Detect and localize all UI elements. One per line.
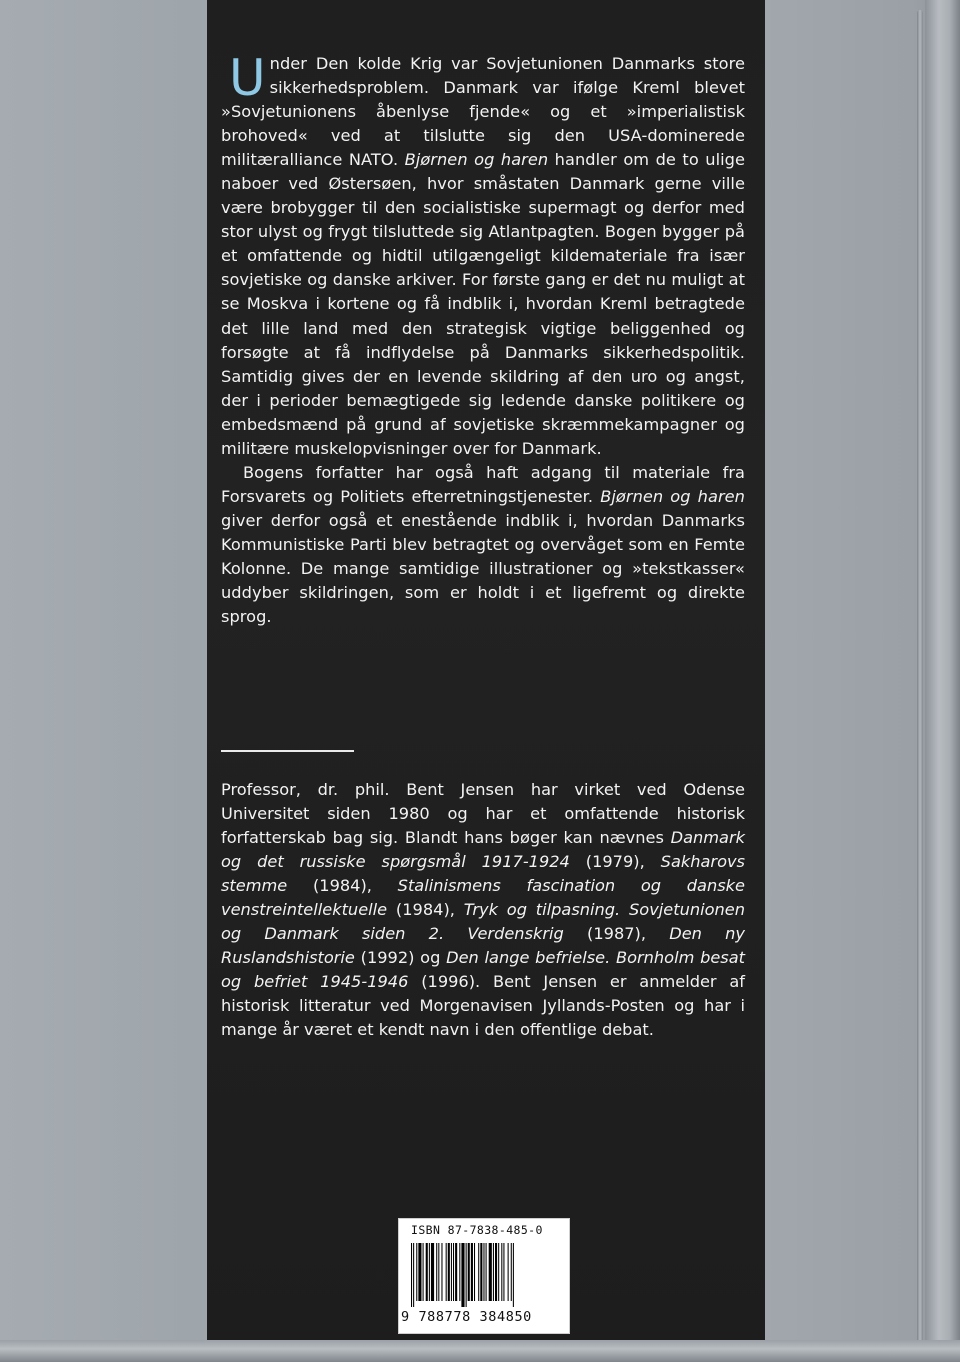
barcode-bar (441, 1243, 442, 1301)
bio-book-title: Tryk og tilpasning. Sovjetunionen og Danmark siden 2. Verdenskrig (221, 900, 745, 944)
barcode-bar (438, 1243, 439, 1301)
bio-text: (1979), (569, 852, 661, 872)
bio-text: Professor, dr. phil. Bent Jensen har virket ved Odense Universitet siden 1980 og har et omfattende historisk forfatterskab bag sig. Blandt hans bøger kan nævnes (221, 780, 745, 848)
barcode-icon (409, 1243, 559, 1307)
barcode-bar (448, 1243, 450, 1301)
barcode-bar (493, 1243, 494, 1301)
blurb-paragraph-1 (221, 49, 745, 461)
barcode-bar (411, 1243, 412, 1307)
book-title: Bjørnen og haren (404, 150, 549, 170)
barcode-bar (459, 1243, 460, 1301)
barcode-bar (466, 1243, 467, 1307)
barcode-bar (486, 1243, 487, 1301)
barcode-bar (508, 1243, 509, 1301)
blurb-text: nder Den kolde Krig var Sovjetunionen Danmarks store sikkerhedsproblem. Danmark var ifølge Kreml blevet »Sovjetunionens åbenlyse fjende« og et »imperialistisk brohoved« ved at tilslutte sig den USA-dominerede militæralliance NATO. (221, 54, 745, 170)
barcode-bar (503, 1243, 504, 1301)
barcode-bar (498, 1243, 499, 1301)
isbn-number: ISBN 87-7838-485-0 (411, 1223, 543, 1237)
barcode-bar (451, 1243, 452, 1301)
barcode-bar (513, 1243, 514, 1307)
spine-groove (917, 10, 923, 1345)
book-title: Bjørnen og haren (600, 486, 745, 506)
bio-book-title: Stalinismens fascination og danske venstreintellektuelle (221, 876, 746, 920)
barcode-bar (461, 1243, 464, 1307)
barcode-bar (453, 1243, 454, 1301)
cover-bottom-edge (0, 1340, 960, 1362)
barcode-bar (483, 1243, 484, 1301)
barcode-bar (413, 1243, 414, 1307)
blurb (221, 49, 745, 629)
bio-book-title: Den ny Ruslandshistorie (221, 924, 746, 968)
bio-text: (1996). Bent Jensen er anmelder af historisk litteratur ved Morgenavisen Jyllands-Posten og har i mange år været et kendt navn i den offentlige debat. (221, 972, 745, 1040)
blurb-text: handler om de to ulige naboer ved Østersøen, hvor småstaten Danmark gerne ville være brobygger til den socialistiske supermagt og derfor med stor ulyst og frygt tilsluttede sig Atlantpagten. Bogen bygger på et omfattende og hidtil utilgængeligt kildemateriale fra især sovjetiske og danske arkiver. For første gang er det nu muligt at se Moskva i kortene og få indblik i, hvordan Kreml betragtede det lille land med den strategisk vigtige beliggenhed og forsøgte at få indflydelse på Danmarks sikkerhedspolitik. Samtidig gives der en levende skildring af den uro og angst, der i perioder bemægtigede sig ledende danske politikere og embedsmænd på grund af sovjetiske skræmmekampagner og militære muskelopvisninger over for Danmark. (221, 150, 745, 458)
barcode-bar (455, 1243, 457, 1301)
barcode-bar (468, 1243, 470, 1301)
bio-book-title: Sakharovs stemme (221, 852, 745, 896)
bio-text: (1987), (563, 924, 670, 944)
barcode-bar (426, 1243, 428, 1301)
barcode-bar (471, 1243, 473, 1301)
barcode-bar (423, 1243, 424, 1301)
barcode-bar (511, 1243, 512, 1301)
barcode-bar (446, 1243, 447, 1301)
barcode-bar (501, 1243, 502, 1301)
barcode-bar (478, 1243, 479, 1301)
blurb-text: giver derfor også et enestående indblik i, hvordan Danmarks Kommunistiske Parti blev betragtet og overvåget som en Femte Kolonne. De mange samtidige illustrationer og »tekstkasser« uddyber skildringen, som er holdt i et ligefremt og direkte sprog. (221, 510, 745, 627)
bio-text: (1992) og (354, 948, 447, 968)
book-spine-edge (925, 0, 960, 1362)
isbn-barcode-label (398, 1218, 570, 1334)
ean-number: 9 788778 384850 (401, 1309, 532, 1325)
barcode-bar (429, 1243, 430, 1301)
barcode-bar (495, 1243, 497, 1301)
barcode-bar (431, 1243, 434, 1301)
barcode-bar (436, 1243, 437, 1301)
divider-rule (221, 750, 354, 752)
author-bio (221, 778, 745, 1043)
bio-text: (1984), (387, 900, 464, 920)
barcode-bar (418, 1243, 421, 1301)
barcode-bar (416, 1243, 417, 1301)
bio-book-title: Danmark og det russiske spørgsmål 1917-1924 (221, 828, 745, 872)
barcode-bar (474, 1243, 475, 1301)
barcode-bar (489, 1243, 492, 1301)
drop-cap: U (229, 49, 266, 107)
bio-book-title: Den lange befrielse. Bornholm besat og befriet 1945-1946 (221, 948, 746, 992)
bio-text: (1984), (287, 876, 398, 896)
barcode-bar (480, 1243, 482, 1301)
blurb-paragraph-2 (221, 461, 745, 629)
blurb-text: Bogens forfatter har også haft adgang til materiale fra Forsvarets og Politiets efterretningstjenester. (221, 462, 745, 506)
